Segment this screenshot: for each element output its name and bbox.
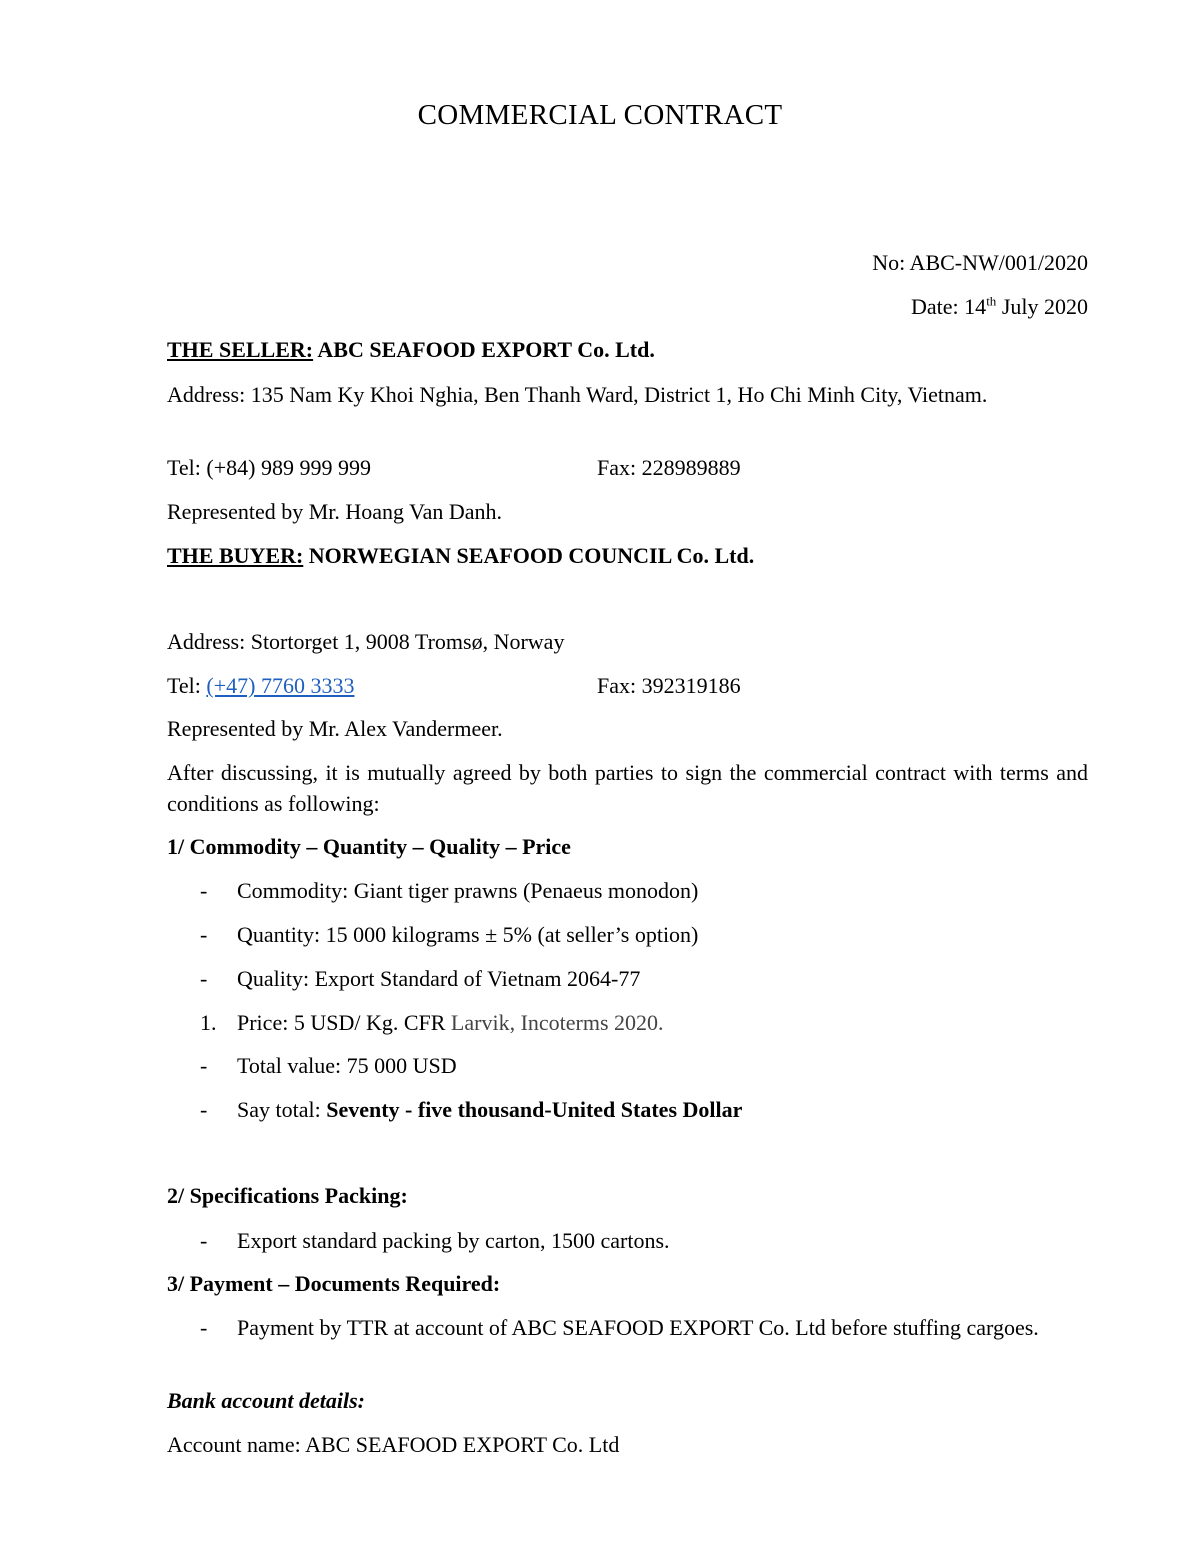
quality-text: Quality: Export Standard of Vietnam 2064-77 xyxy=(237,966,641,991)
buyer-tel-link[interactable]: (+47) 7760 3333 xyxy=(206,673,355,698)
buyer-label: THE BUYER: xyxy=(167,543,304,568)
document-title: COMMERCIAL CONTRACT xyxy=(417,99,783,131)
seller-tel: Tel: (+84) 989 999 999 xyxy=(167,455,371,480)
quantity-text: Quantity: 15 000 kilograms ± 5% (at seller’s option) xyxy=(237,922,699,947)
buyer-name: NORWEGIAN SEAFOOD COUNCIL Co. Ltd. xyxy=(303,543,755,568)
list-marker: - xyxy=(200,966,208,991)
section1-heading: 1/ Commodity – Quantity – Quality – Price xyxy=(167,834,571,859)
price-main: Price: 5 USD/ Kg. CFR xyxy=(237,1010,451,1035)
seller-name: ABC SEAFOOD EXPORT Co. Ltd. xyxy=(313,337,655,362)
seller-fax: Fax: 228989889 xyxy=(597,455,741,480)
section2-heading: 2/ Specifications Packing: xyxy=(167,1183,408,1208)
buyer-address: Address: Stortorget 1, 9008 Tromsø, Norway xyxy=(167,629,565,654)
list-marker: - xyxy=(200,1097,208,1122)
list-marker: - xyxy=(200,1053,208,1078)
payment-text: Payment by TTR at account of ABC SEAFOOD EXPORT Co. Ltd before stuffing cargoes. xyxy=(237,1315,1039,1340)
buyer-tel xyxy=(167,671,354,701)
bank-heading: Bank account details: xyxy=(167,1388,366,1413)
list-marker: 1. xyxy=(200,1010,217,1035)
packing-text: Export standard packing by carton, 1500 cartons. xyxy=(237,1228,670,1253)
total-value-text: Total value: 75 000 USD xyxy=(237,1053,457,1078)
bank-account-name: Account name: ABC SEAFOOD EXPORT Co. Ltd xyxy=(167,1432,620,1457)
commodity-text: Commodity: Giant tiger prawns (Penaeus monodon) xyxy=(237,878,699,903)
buyer-represented: Represented by Mr. Alex Vandermeer. xyxy=(167,716,503,741)
section3-heading: 3/ Payment – Documents Required: xyxy=(167,1271,501,1296)
seller-address: Address: 135 Nam Ky Khoi Nghia, Ben Thanh Ward, District 1, Ho Chi Minh City, Vietnam. xyxy=(167,382,988,407)
list-marker: - xyxy=(200,1228,208,1253)
list-marker: - xyxy=(200,878,208,903)
buyer-heading xyxy=(167,541,754,571)
date-month-year: July 2020 xyxy=(996,294,1088,319)
intro-paragraph: After discussing, it is mutually agreed by both parties to sign the commercial contract with terms and conditions as following: xyxy=(167,760,1088,816)
contract-number: No: ABC-NW/001/2020 xyxy=(872,250,1088,275)
contract-date xyxy=(911,292,1088,322)
say-total-label: Say total: xyxy=(237,1097,327,1122)
say-total-text xyxy=(237,1094,1088,1125)
price-terms: Larvik, Incoterms 2020. xyxy=(450,1010,664,1035)
seller-heading xyxy=(167,335,655,365)
date-ordinal: th xyxy=(986,293,997,309)
list-marker: - xyxy=(200,1315,208,1340)
date-text: Date: 14 xyxy=(911,294,987,319)
price-text xyxy=(237,1007,1088,1038)
buyer-fax: Fax: 392319186 xyxy=(597,673,741,698)
say-total-words: Seventy - five thousand-United States Dollar xyxy=(326,1097,743,1122)
list-marker: - xyxy=(200,922,208,947)
seller-label: THE SELLER: xyxy=(167,337,314,362)
buyer-tel-label: Tel: xyxy=(167,673,207,698)
seller-represented: Represented by Mr. Hoang Van Danh. xyxy=(167,499,503,524)
